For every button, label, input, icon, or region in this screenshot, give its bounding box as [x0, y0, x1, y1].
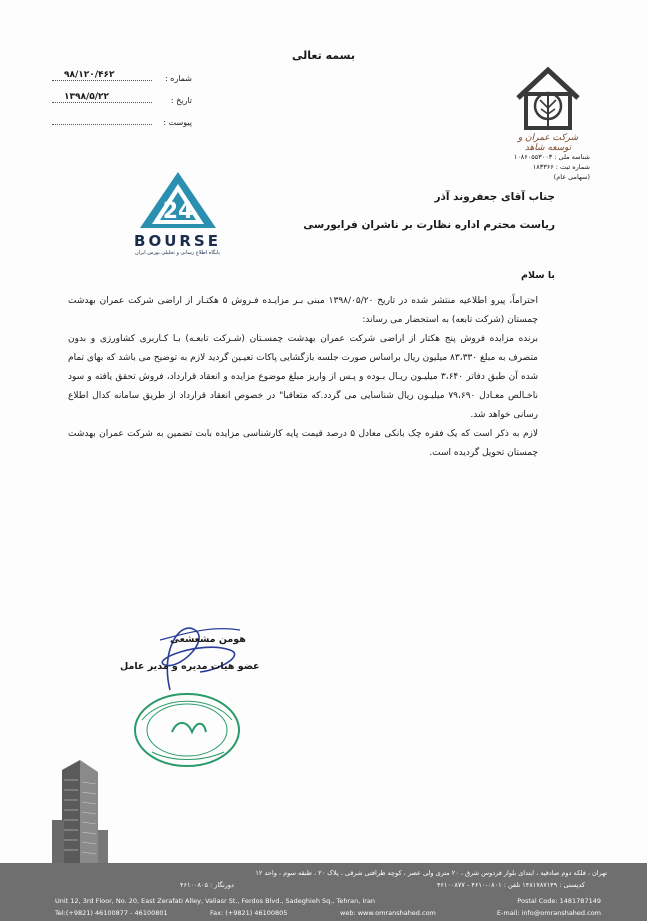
- signer-name: هومن مشعشعی: [170, 634, 246, 645]
- company-logo: [512, 64, 584, 153]
- attachment-line: [52, 124, 152, 125]
- number-value: ۹۸/۱۲۰/۴۶۲: [64, 70, 115, 80]
- date-row: [52, 92, 192, 114]
- footer-fax-en: Fax: (+9821) 46100805: [210, 909, 288, 917]
- bourse-subtitle: پایگاه اطلاع رسانی و تحلیلی بورس ایران: [135, 250, 220, 256]
- paragraph-2: برنده مزایده فروش پنج هکتار از اراضی شرکت عمران بهدشت چمسـتان (شـرکت تابعـه) بـا کـاربری کشاورزی و بدون متصرف به مبلغ ۸۳،۳۳۰ میلیون ریال براساس صورت جلسه بازگشایی پاکات تعیـین گردید لازم به توضیح می باشد که بهای تمام شده آن طبق دفاتر ۳،۶۴۰ میلیـون ریـال بـوده و پـس از واریز مبلغ موضوع مزایده و انعقاد قرارداد، فروش تحقق یافته و سود ناخـالص معـادل ۷۹،۶۹۰ میلیـون ریال شناسایی می گردد.که متعاقبا" در خصوص انعقاد قرارداد از طریق سامانه کدال اطلاع رسانی خواهد شد.: [68, 334, 538, 420]
- attachment-row: [52, 114, 192, 136]
- footer-fax-fa: دورنگار : ۴۶۱۰۰۸۰۵: [180, 881, 234, 889]
- company-stamp: [132, 690, 242, 770]
- footer-postal-en: Postal Code: 1481787149: [517, 897, 601, 905]
- company-registration: [505, 152, 590, 182]
- svg-text:24: 24: [162, 199, 193, 224]
- bourse-logo: [120, 170, 235, 256]
- basmala: بسمه تعالی: [292, 49, 355, 62]
- house-tree-icon: [512, 64, 584, 132]
- bourse-word: BOURSE: [134, 232, 221, 250]
- footer-phones-fa: کدپستی : ۱۴۸۱۷۸۷۱۴۹ تلفن : ۰۸۰۱-۴۶۱۰ - ۴۶۱۰۰۸۷۷: [436, 881, 585, 889]
- number-row: [52, 70, 192, 92]
- footer-email-en: E-mail: info@omranshahed.com: [496, 909, 601, 917]
- handwritten-signature: [140, 610, 260, 700]
- bourse-triangle-icon: [138, 170, 218, 230]
- registration-number: شماره ثبت : ۱۸۳۳۶۶: [532, 163, 590, 171]
- recipient-name: جناب آقای جعفروند آذر: [434, 191, 555, 203]
- attachment-label: پیوست :: [163, 118, 192, 127]
- footer-address-fa: تهران ، فلکه دوم صادقیه ، ابتدای بلوار فردوس شرق ، ۲۰ متری ولی عصر ، کوچه ظرافتی شرقی ، پلاک ۲۰ ، طبقه سوم ، واحد ۱۲: [255, 869, 607, 877]
- footer-tel-en: Tel:(+9821) 46100877 - 46100801: [55, 909, 168, 917]
- footer-address-en: Unit 12, 3rd Floor, No. 20, East Zerafati Alley, Valiasr St., Ferdos Blvd., Sadeghieh Sq., Tehran, Iran: [55, 897, 376, 905]
- date-value: ۱۳۹۸/۵/۲۲: [64, 92, 110, 102]
- recipient-title: ریاست محترم اداره نظارت بر ناشران فرابورسی: [303, 219, 555, 231]
- footer-web-en: web: www.omranshahed.com: [340, 909, 436, 917]
- number-line: [52, 80, 152, 81]
- number-label: شماره :: [164, 74, 192, 83]
- paragraph-1: احتراماً، پیرو اطلاعیه منتشر شده در تاریخ ۱۳۹۸/۰۵/۲۰ مبنی بـر مزایـده فـروش ۵ هکتـار از اراضی شرکت عمران بهدشت چمستان (شرکت تابعه) به استحضار می رساند:: [68, 296, 538, 325]
- letter-meta: [52, 70, 192, 136]
- date-label: تاریخ :: [170, 96, 192, 105]
- date-line: [52, 102, 152, 103]
- letter-body: [68, 292, 538, 463]
- building-illustration: [50, 760, 110, 865]
- signer-title: عضو هیات مدیره و مدیر عامل: [120, 661, 260, 672]
- paragraph-3: لازم به ذکر است که یک فقره چک بانکی معادل ۵ درصد قیمت پایه کارشناسی مزایده بابت تضمین به شرکت عمران بهدشت چمستان تحویل گردیده است.: [68, 429, 538, 458]
- letter-footer: [0, 863, 647, 921]
- national-id: شناسه ملی : ۱۰۸۶۰۵۵۳۰۰۳: [513, 153, 590, 161]
- company-name: شرکت عمران و توسعه شاهد: [517, 133, 579, 153]
- company-type: (سهامی عام): [553, 173, 590, 181]
- greeting: با سلام: [521, 270, 555, 281]
